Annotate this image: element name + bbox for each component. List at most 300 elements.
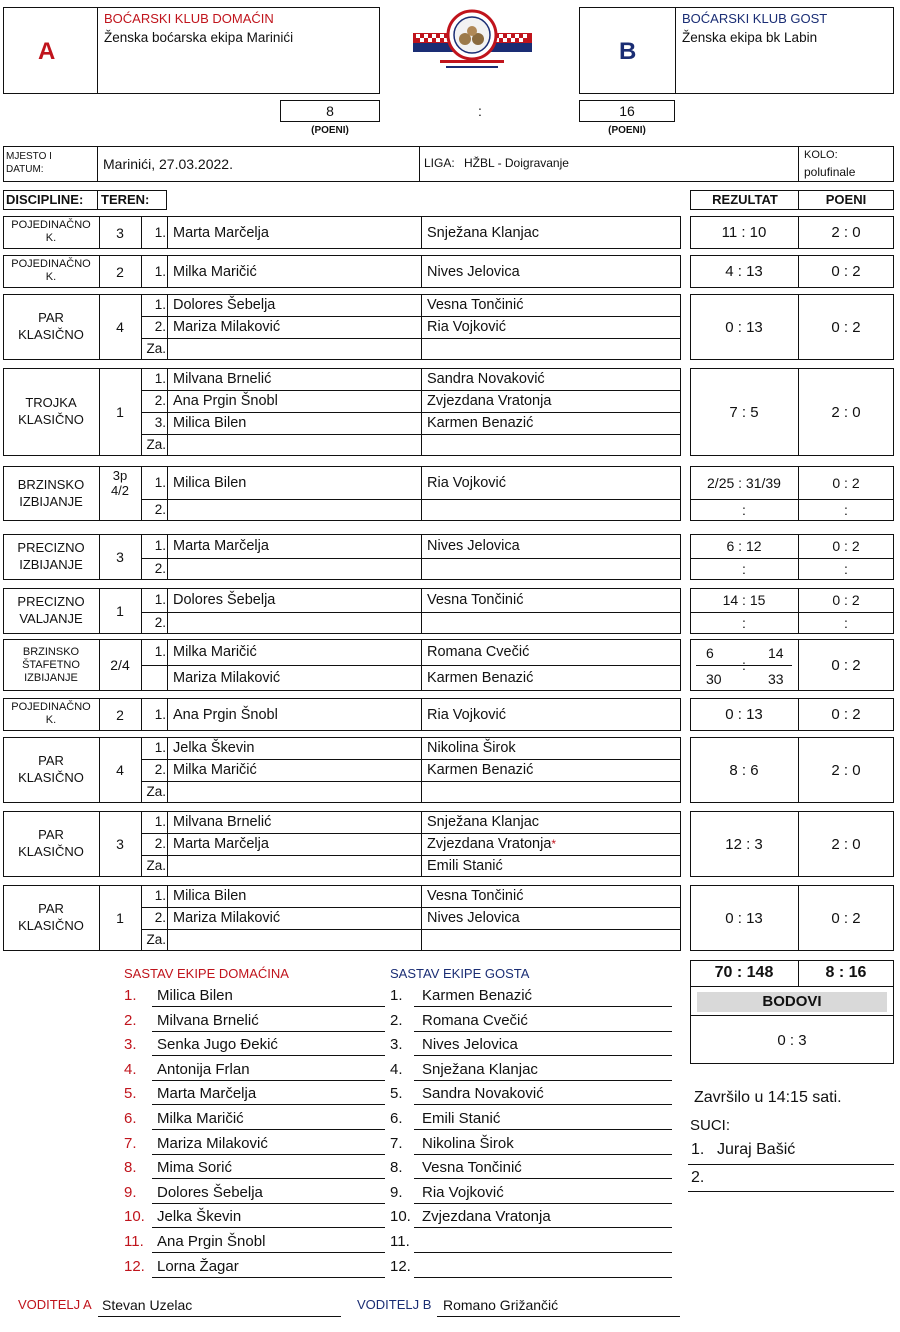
home-player-name: Milka Maričić bbox=[173, 644, 257, 660]
guest-player-text: Ria Vojković bbox=[427, 474, 506, 491]
match-points: : bbox=[844, 561, 848, 577]
result-header-label: REZULTAT bbox=[712, 192, 778, 207]
row-number: 1. bbox=[154, 814, 166, 829]
discipline-label: PRECIZNO bbox=[17, 540, 85, 555]
home-roster-number: 9. bbox=[124, 1183, 137, 1201]
row-divider bbox=[141, 781, 681, 782]
home-roster-line bbox=[152, 1178, 385, 1179]
result-split-separator: : bbox=[742, 657, 746, 673]
guest-player-name bbox=[427, 416, 533, 431]
guest-roster-name: Emili Stanić bbox=[422, 1110, 501, 1127]
row-number: 1. bbox=[154, 888, 166, 903]
match-divider bbox=[141, 255, 142, 288]
home-roster-number: 8. bbox=[124, 1159, 137, 1177]
guest-player-name bbox=[427, 372, 545, 387]
home-roster-line bbox=[152, 1227, 385, 1228]
row-number: 2. bbox=[154, 615, 166, 630]
match-divider bbox=[141, 885, 142, 951]
court-number: 3 bbox=[116, 224, 124, 241]
discipline-label: KLASIČNO bbox=[18, 918, 84, 933]
guest-roster-line bbox=[414, 1203, 672, 1204]
guest-roster-number: 4. bbox=[390, 1060, 403, 1078]
guest-roster-number: 9. bbox=[390, 1183, 403, 1201]
row-divider bbox=[141, 558, 681, 559]
match-result: : bbox=[742, 561, 746, 577]
guest-player-name bbox=[427, 320, 506, 335]
row-number: 2. bbox=[154, 319, 166, 334]
league-logo bbox=[410, 5, 535, 77]
guest-roster-line bbox=[414, 1006, 672, 1007]
discipline-header-label: DISCIPLINE: bbox=[6, 192, 84, 207]
match-divider bbox=[421, 294, 422, 360]
court-number: 4 bbox=[116, 319, 124, 335]
row-number: 1. bbox=[154, 740, 166, 755]
home-team-name: Ženska boćarska ekipa Marinići bbox=[104, 30, 294, 45]
guest-roster-line bbox=[414, 1055, 672, 1056]
guest-roster-name: Nikolina Širok bbox=[422, 1134, 514, 1152]
total-points: 8 : 16 bbox=[825, 964, 867, 981]
guest-roster-name: Snježana Klanjac bbox=[422, 1060, 538, 1078]
home-roster-number: 7. bbox=[124, 1134, 137, 1152]
guest-roster-number: 10. bbox=[390, 1208, 411, 1226]
guest-player-name bbox=[427, 645, 529, 660]
home-roster-name: Mima Sorić bbox=[157, 1159, 233, 1177]
judge-1-number: 1. bbox=[691, 1141, 705, 1158]
home-roster-name: Marta Marčelja bbox=[157, 1085, 257, 1103]
home-roster-line bbox=[152, 1055, 385, 1056]
guest-player-text: Nikolina Širok bbox=[427, 740, 516, 756]
row-number: Za. bbox=[146, 784, 166, 799]
home-roster-name: Jelka Škevin bbox=[157, 1208, 242, 1226]
guest-roster-number: 7. bbox=[390, 1134, 403, 1152]
match-points: : bbox=[844, 502, 848, 518]
home-roster-line bbox=[152, 1031, 385, 1032]
home-player-name: Dolores Šebelja bbox=[173, 297, 276, 313]
guest-player-text: Karmen Benazić bbox=[427, 762, 534, 778]
guest-player-name bbox=[427, 298, 523, 313]
home-player-name: Marta Marčelja bbox=[173, 538, 269, 554]
court-header-label: TEREN: bbox=[101, 192, 150, 207]
match-points: 0 : 2 bbox=[831, 263, 861, 280]
totals-divider-h1 bbox=[690, 986, 894, 987]
match-points: 0 : 2 bbox=[832, 474, 860, 491]
guest-player-text: Nives Jelovica bbox=[427, 263, 520, 280]
match-divider bbox=[421, 588, 422, 634]
row-divider bbox=[141, 390, 681, 391]
discipline-label: K. bbox=[45, 232, 57, 244]
match-result: 0 : 13 bbox=[725, 909, 763, 927]
guest-roster-name: Nives Jelovica bbox=[422, 1036, 518, 1054]
totals-divider-h2 bbox=[690, 1015, 894, 1016]
place-date-label-1: MJESTO I bbox=[6, 151, 52, 162]
round-value: polufinale bbox=[804, 165, 856, 179]
home-roster-number: 12. bbox=[124, 1257, 145, 1275]
guest-player-text: Zvjezdana Vratonja bbox=[427, 393, 552, 409]
guest-roster-line bbox=[414, 1154, 672, 1155]
discipline-label: PAR bbox=[38, 901, 64, 916]
match-points: 0 : 2 bbox=[832, 538, 860, 554]
result-split-value: 30 bbox=[706, 671, 722, 687]
guest-roster-line bbox=[414, 1031, 672, 1032]
match-points: 0 : 2 bbox=[831, 656, 861, 674]
row-number: 2. bbox=[154, 561, 166, 576]
row-number: 1. bbox=[154, 538, 166, 553]
guest-roster-number: 6. bbox=[390, 1110, 403, 1127]
home-roster-number: 6. bbox=[124, 1110, 137, 1127]
home-player-name: Mariza Milaković bbox=[173, 319, 281, 335]
guest-player-text: Snježana Klanjac bbox=[427, 224, 540, 241]
score-separator: : bbox=[478, 103, 482, 119]
discipline-label: KLASIČNO bbox=[18, 844, 84, 859]
match-divider bbox=[167, 216, 168, 249]
court-number: 2 bbox=[116, 706, 124, 723]
guest-player-text: Emili Stanić bbox=[427, 858, 503, 874]
judge-2-number: 2. bbox=[691, 1169, 705, 1186]
home-points-label: (POENI) bbox=[311, 125, 349, 136]
match-points: : bbox=[844, 615, 848, 631]
guest-roster-line bbox=[414, 1178, 672, 1179]
guest-player-text: Karmen Benazić bbox=[427, 415, 534, 431]
row-divider bbox=[141, 412, 681, 413]
discipline-label: VALJANJE bbox=[19, 611, 83, 626]
match-result: : bbox=[742, 502, 746, 518]
leader-a-name: Stevan Uzelac bbox=[102, 1297, 193, 1313]
home-player-name: Mariza Milaković bbox=[173, 670, 281, 686]
guest-player-name bbox=[427, 889, 523, 904]
guest-roster-name: Karmen Benazić bbox=[422, 987, 533, 1004]
place-date-value: Marinići, 27.03.2022. bbox=[103, 156, 233, 172]
guest-player-name bbox=[427, 226, 539, 241]
row-number: 1. bbox=[154, 644, 166, 659]
home-roster-name: Milvana Brnelić bbox=[157, 1011, 259, 1029]
guest-roster-name: Romana Cvečić bbox=[422, 1011, 528, 1029]
court-number: 4/2 bbox=[110, 483, 130, 498]
row-number: 2. bbox=[154, 910, 166, 925]
judge-1-name: Juraj Bašić bbox=[717, 1141, 796, 1158]
match-divider bbox=[167, 294, 168, 360]
match-result: 0 : 13 bbox=[725, 706, 763, 723]
leader-b-line bbox=[437, 1316, 680, 1317]
match-points: 0 : 2 bbox=[831, 706, 861, 723]
match-points: 2 : 0 bbox=[831, 224, 861, 241]
discipline-label: PRECIZNO bbox=[17, 594, 85, 609]
guest-roster-line bbox=[414, 1227, 672, 1228]
match-result: 14 : 15 bbox=[722, 592, 766, 608]
guest-player-text: Snježana Klanjac bbox=[427, 814, 540, 830]
row-divider bbox=[690, 558, 894, 559]
guest-player-text: Nives Jelovica bbox=[427, 910, 520, 926]
judges-label: SUCI: bbox=[690, 1117, 731, 1134]
discipline-label: IZBIJANJE bbox=[19, 493, 83, 509]
league-label: LIGA: bbox=[424, 156, 455, 170]
guest-roster-name: Sandra Novaković bbox=[422, 1085, 544, 1103]
row-number: 3. bbox=[154, 415, 166, 430]
home-roster-number: 3. bbox=[124, 1036, 137, 1054]
home-player-name: Marta Marčelja bbox=[173, 224, 269, 241]
court-number: 3 bbox=[116, 549, 124, 565]
discipline-label: ŠTAFETNO bbox=[22, 658, 80, 671]
court-number: 3 bbox=[116, 836, 124, 852]
match-divider bbox=[167, 811, 168, 877]
row-number: 1. bbox=[154, 224, 166, 240]
row-number: Za. bbox=[146, 341, 166, 356]
guest-player-text: Romana Cvečić bbox=[427, 644, 530, 660]
court-number: 1 bbox=[116, 603, 124, 619]
guest-roster-name: Zvjezdana Vratonja bbox=[422, 1208, 551, 1226]
match-divider bbox=[167, 534, 168, 580]
leader-a-line bbox=[98, 1316, 341, 1317]
row-divider bbox=[690, 499, 894, 500]
guest-player-name bbox=[427, 837, 556, 852]
match-result: 8 : 6 bbox=[729, 761, 759, 779]
home-roster-number: 11. bbox=[124, 1233, 144, 1250]
guest-player-name bbox=[427, 394, 551, 409]
discipline-label: PAR bbox=[38, 827, 64, 842]
guest-roster-name: Ria Vojković bbox=[422, 1183, 504, 1201]
discipline-label: PAR bbox=[38, 310, 64, 325]
match-divider bbox=[167, 737, 168, 803]
info-divider-2 bbox=[419, 146, 420, 182]
guest-player-name bbox=[427, 708, 506, 723]
match-result: 4 : 13 bbox=[725, 263, 763, 280]
guest-player-text: Sandra Novaković bbox=[427, 371, 545, 387]
match-points: 2 : 0 bbox=[831, 835, 861, 853]
row-divider bbox=[141, 612, 681, 613]
match-result: 12 : 3 bbox=[725, 835, 763, 853]
guest-player-text: Vesna Tončinić bbox=[427, 592, 524, 608]
match-divider bbox=[421, 534, 422, 580]
home-player-name: Mariza Milaković bbox=[173, 910, 281, 926]
guest-roster-number: 1. bbox=[390, 987, 403, 1004]
home-roster-name: Lorna Žagar bbox=[157, 1257, 239, 1275]
match-divider bbox=[167, 255, 168, 288]
discipline-label: KLASIČNO bbox=[18, 327, 84, 342]
guest-player-name bbox=[427, 763, 533, 778]
guest-player-name bbox=[427, 815, 539, 830]
guest-player-text: Karmen Benazić bbox=[427, 670, 534, 686]
match-divider bbox=[141, 466, 142, 521]
home-team-header-label: BOĆARSKI KLUB DOMAĆIN bbox=[104, 11, 274, 26]
discipline-label: BRZINSKO bbox=[22, 645, 80, 658]
judge-2-line bbox=[688, 1191, 894, 1192]
match-divider bbox=[167, 698, 168, 731]
home-player-name: Milka Maričić bbox=[173, 762, 257, 778]
result-split-value: 6 bbox=[706, 645, 714, 661]
guest-roster-line bbox=[414, 1080, 672, 1081]
discipline-label: POJEDINAČNO bbox=[11, 701, 91, 713]
match-result: 2/25 : 31/39 bbox=[707, 474, 781, 491]
row-number: Za. bbox=[146, 932, 166, 947]
match-divider bbox=[141, 698, 142, 731]
match-points: 0 : 2 bbox=[832, 592, 860, 608]
guest-points-value: 16 bbox=[619, 103, 635, 119]
match-divider bbox=[141, 737, 142, 803]
guest-player-name bbox=[427, 476, 506, 491]
match-divider bbox=[421, 255, 422, 288]
info-divider-1 bbox=[97, 146, 98, 182]
match-divider bbox=[421, 811, 422, 877]
home-roster-line bbox=[152, 1129, 385, 1130]
guest-player-name bbox=[427, 671, 533, 686]
home-roster-number: 1. bbox=[124, 987, 137, 1004]
guest-player-text: Zvjezdana Vratonja bbox=[427, 836, 552, 852]
row-number: 2. bbox=[154, 502, 166, 517]
substitution-mark: * bbox=[551, 837, 557, 851]
court-number: 4 bbox=[116, 762, 124, 778]
guest-player-name bbox=[427, 741, 516, 756]
row-divider bbox=[141, 907, 681, 908]
discipline-label: POJEDINAČNO bbox=[11, 219, 91, 231]
home-roster-line bbox=[152, 1104, 385, 1105]
guest-roster-line bbox=[414, 1252, 672, 1253]
match-points: 2 : 0 bbox=[831, 403, 861, 421]
match-points: 2 : 0 bbox=[831, 761, 861, 779]
match-divider bbox=[167, 885, 168, 951]
guest-player-name bbox=[427, 859, 503, 874]
match-points: 0 : 2 bbox=[831, 909, 861, 927]
match-result: 6 : 12 bbox=[726, 538, 762, 554]
guest-roster-line bbox=[414, 1129, 672, 1130]
home-team-letter: A bbox=[38, 38, 56, 65]
guest-roster-number: 8. bbox=[390, 1159, 403, 1177]
home-roster-line bbox=[152, 1154, 385, 1155]
home-player-name: Milka Maričić bbox=[173, 263, 257, 280]
league-value: HŽBL - Doigravanje bbox=[464, 156, 569, 170]
guest-points-label: (POENI) bbox=[608, 125, 646, 136]
match-divider bbox=[421, 466, 422, 521]
home-roster-name: Ana Prgin Šnobl bbox=[157, 1233, 266, 1250]
row-divider bbox=[141, 499, 681, 500]
match-divider bbox=[421, 698, 422, 731]
match-divider bbox=[421, 885, 422, 951]
row-number: 1. bbox=[154, 371, 166, 386]
home-player-name: Dolores Šebelja bbox=[173, 592, 276, 608]
discipline-label: TROJKA bbox=[25, 395, 77, 410]
home-roster-line bbox=[152, 1080, 385, 1081]
discipline-label: POJEDINAČNO bbox=[11, 258, 91, 270]
row-number: 2. bbox=[154, 836, 166, 851]
judge-1-line bbox=[688, 1164, 894, 1165]
home-roster-line bbox=[152, 1203, 385, 1204]
court-number: 2/4 bbox=[110, 657, 130, 673]
result-split-value: 33 bbox=[768, 671, 784, 687]
row-divider bbox=[141, 929, 681, 930]
home-roster-line bbox=[152, 1252, 385, 1253]
guest-team-letter: B bbox=[619, 38, 637, 65]
home-roster-name: Mariza Milaković bbox=[157, 1134, 268, 1152]
guest-player-text: Vesna Tončinić bbox=[427, 888, 524, 904]
guest-roster-number: 5. bbox=[390, 1085, 403, 1103]
home-team-divider bbox=[97, 7, 98, 94]
match-divider bbox=[421, 737, 422, 803]
guest-player-name bbox=[427, 265, 520, 280]
guest-roster-number: 2. bbox=[390, 1011, 403, 1029]
discipline-label: IZBIJANJE bbox=[24, 671, 78, 684]
home-player-name: Ana Prgin Šnobl bbox=[173, 393, 278, 409]
guest-roster-number: 11. bbox=[390, 1233, 410, 1250]
leader-a-label: VODITELJ A bbox=[18, 1297, 92, 1312]
home-roster-line bbox=[152, 1006, 385, 1007]
guest-player-name bbox=[427, 593, 523, 608]
match-divider bbox=[141, 294, 142, 360]
court-number: 2 bbox=[116, 263, 124, 280]
row-number: 1. bbox=[154, 474, 166, 490]
home-player-name: Marta Marčelja bbox=[173, 836, 269, 852]
match-result: : bbox=[742, 615, 746, 631]
home-roster-name: Milka Maričić bbox=[157, 1110, 244, 1127]
place-date-label-2: DATUM: bbox=[6, 164, 44, 175]
row-number: 1. bbox=[154, 297, 166, 312]
court-number: 1 bbox=[116, 404, 124, 420]
round-label: KOLO: bbox=[804, 149, 838, 161]
match-divider bbox=[421, 216, 422, 249]
row-divider bbox=[690, 612, 894, 613]
home-roster-number: 10. bbox=[124, 1208, 145, 1226]
row-divider bbox=[141, 855, 681, 856]
guest-team-divider bbox=[675, 7, 676, 94]
discipline-label: BRZINSKO bbox=[17, 476, 85, 492]
finish-time: Završilo u 14:15 sati. bbox=[694, 1089, 842, 1106]
discipline-label: KLASIČNO bbox=[18, 412, 84, 427]
match-result: 0 : 13 bbox=[725, 318, 763, 336]
row-divider bbox=[141, 316, 681, 317]
match-divider bbox=[167, 588, 168, 634]
match-divider bbox=[141, 216, 142, 249]
home-player-name: Ana Prgin Šnobl bbox=[173, 706, 278, 723]
court-number: 1 bbox=[116, 910, 124, 926]
home-player-name: Milica Bilen bbox=[173, 415, 247, 431]
row-number: 1. bbox=[154, 263, 166, 279]
guest-roster-number: 3. bbox=[390, 1036, 403, 1054]
home-player-name: Jelka Škevin bbox=[173, 740, 255, 756]
bodovi-value: 0 : 3 bbox=[777, 1032, 807, 1049]
discipline-label: K. bbox=[45, 271, 57, 283]
total-result: 70 : 148 bbox=[714, 964, 774, 981]
guest-roster-line bbox=[414, 1277, 672, 1278]
match-divider bbox=[141, 811, 142, 877]
match-divider bbox=[141, 588, 142, 634]
home-roster-name: Antonija Frlan bbox=[157, 1060, 250, 1078]
home-roster-name: Milica Bilen bbox=[157, 987, 233, 1004]
guest-roster-title: SASTAV EKIPE GOSTA bbox=[390, 966, 530, 981]
discipline-label: PAR bbox=[38, 753, 64, 768]
guest-roster-name: Vesna Tončinić bbox=[422, 1159, 522, 1177]
home-roster-title: SASTAV EKIPE DOMAĆINA bbox=[124, 966, 289, 981]
discipline-label: K. bbox=[45, 714, 57, 726]
row-number: 1. bbox=[154, 592, 166, 607]
court-number: 3p bbox=[112, 468, 128, 483]
row-divider bbox=[141, 833, 681, 834]
guest-player-name bbox=[427, 539, 520, 554]
match-points: 0 : 2 bbox=[831, 318, 861, 336]
bodovi-label: BODOVI bbox=[762, 993, 822, 1010]
match-result: 11 : 10 bbox=[721, 224, 767, 241]
row-number: Za. bbox=[146, 437, 166, 452]
home-player-name: Milvana Brnelić bbox=[173, 814, 272, 830]
home-player-name: Milica Bilen bbox=[173, 888, 247, 904]
row-divider bbox=[141, 759, 681, 760]
guest-player-text: Nives Jelovica bbox=[427, 538, 520, 554]
row-divider bbox=[141, 665, 681, 666]
row-number: Za. bbox=[146, 858, 166, 873]
guest-roster-line bbox=[414, 1104, 672, 1105]
home-roster-number: 4. bbox=[124, 1060, 137, 1078]
discipline-label: KLASIČNO bbox=[18, 770, 84, 785]
row-number: 2. bbox=[154, 762, 166, 777]
home-player-name: Milica Bilen bbox=[173, 474, 247, 491]
result-split-value: 14 bbox=[768, 645, 784, 661]
match-result: 7 : 5 bbox=[729, 403, 759, 421]
